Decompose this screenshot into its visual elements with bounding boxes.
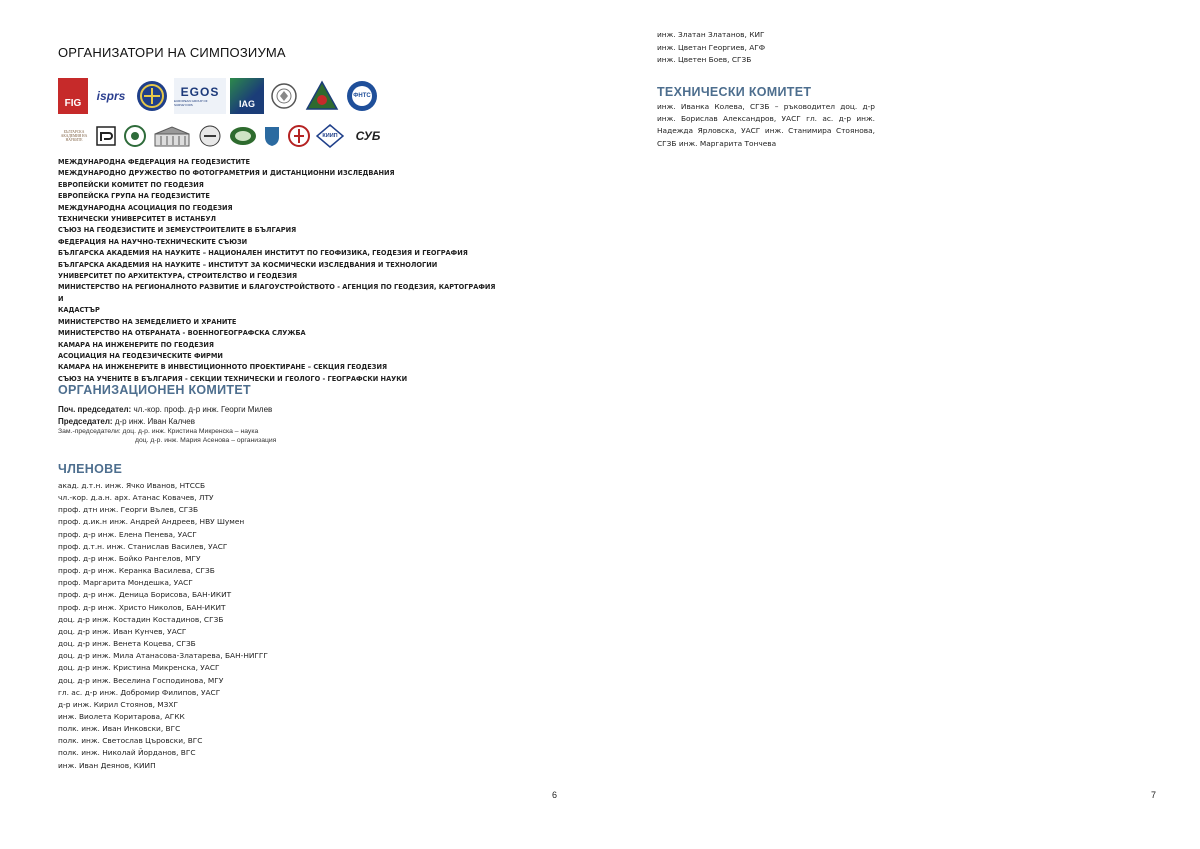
chair-value: д-р инж. Иван Калчев: [112, 416, 195, 426]
organizers-title: ОРГАНИЗАТОРИ НА СИМПОЗИУМА: [58, 45, 286, 60]
org-committee-block: [58, 404, 378, 445]
member-item: проф. дтн инж. Георги Вълев, СГЗБ: [58, 505, 199, 515]
itu-logo: [268, 78, 300, 114]
organizer-item: МИНИСТЕРСТВО НА РЕГИОНАЛНОТО РАЗВИТИЕ И БЛАГОУСТРОЙСТВОТО - АГЕНЦИЯ ПО ГЕОДЕЗИЯ, КАРТОГРАФИЯ И: [58, 283, 496, 303]
isprs-logo: [92, 78, 130, 114]
organizer-item: СЪЮЗ НА ГЕОДЕЗИСТИТЕ И ЗЕМЕУСТРОИТЕЛИТЕ В БЪЛГАРИЯ: [58, 226, 297, 235]
egos-logo-subtext: EUROPEAN GROUP OF SURVEYORS: [174, 99, 208, 107]
eccg-logo: [134, 78, 170, 114]
member-item: инж. Иван Деянов, КИИП: [58, 760, 156, 770]
fnts-logo-text: ФНТС: [353, 93, 371, 99]
tech-committee-text: инж. Иванка Колева, СГЗБ – ръководител доц. д-р инж. Борислав Александров, УАСГ гл. ас. д-р инж. Надежда Ярловска, УАСГ инж. Станимира Стоянова, СГЗБ инж. Маргарита Тончева: [657, 102, 875, 148]
chair-label: Председател:: [58, 416, 113, 426]
fnts-logo: [344, 78, 380, 114]
member-item: полк. инж. Светослав Църовски, ВГС: [58, 736, 203, 746]
honorary-chair-value: чл.-кор. проф. д-р инж. Георги Милев: [131, 405, 273, 414]
member-item: проф. д-р инж. Елена Пенева, УАСГ: [58, 529, 197, 539]
kig-logo: [286, 124, 312, 148]
organizer-item: КАМАРА НА ИНЖЕНЕРИТЕ ПО ГЕОДЕЗИЯ: [58, 340, 214, 349]
organizer-item: СЪЮЗ НА УЧЕНИТЕ В БЪЛГАРИЯ - СЕКЦИИ ТЕХНИЧЕСКИ И ГЕОЛОГО - ГЕОГРАФСКИ НАУКИ: [58, 374, 408, 383]
ban-logo: [58, 124, 90, 148]
isprs-logo-text: isprs: [96, 89, 126, 103]
organizer-item: МЕЖДУНАРОДНА АСОЦИАЦИЯ ПО ГЕОДЕЗИЯ: [58, 203, 233, 212]
organizer-item: УНИВЕРСИТЕТ ПО АРХИТЕКТУРА, СТРОИТЕЛСТВО И ГЕОДЕЗИЯ: [58, 272, 298, 281]
organizer-item: ЕВРОПЕЙСКИ КОМИТЕТ ПО ГЕОДЕЗИЯ: [58, 180, 204, 189]
logo-row-1: [58, 78, 380, 114]
sub-logo: [348, 124, 388, 148]
member-item: инж. Виолета Коритарова, АГКК: [58, 711, 185, 721]
kiip-logo: [316, 124, 344, 148]
member-item: полк. инж. Николай Йорданов, ВГС: [58, 748, 196, 758]
mo-logo: [262, 124, 282, 148]
niggg-logo: [94, 124, 118, 148]
member-item: доц. д-р инж. Костадин Костадинов, СГЗБ: [58, 614, 224, 624]
organizer-item: БЪЛГАРСКА АКАДЕМИЯ НА НАУКИТЕ – ИНСТИТУТ ЗА КОСМИЧЕСКИ ИЗСЛЕДВАНИЯ И ТЕХНОЛОГИИ: [58, 260, 438, 269]
member-item: доц. д-р инж. Венета Коцева, СГЗБ: [58, 639, 196, 649]
ugzb-logo: [304, 78, 340, 114]
ban-logo-text: БЪЛГАРСКА АКАДЕМИЯ НА НАУКИТЕ: [60, 130, 88, 142]
honorary-chair-line: [58, 404, 378, 416]
mzh-logo: [228, 124, 258, 148]
member-item: проф. д-р инж. Бойко Рангелов, МГУ: [58, 553, 201, 563]
organizer-item: ЕВРОПЕЙСКА ГРУПА НА ГЕОДЕЗИСТИТЕ: [58, 192, 210, 201]
tech-committee-heading: ТЕХНИЧЕСКИ КОМИТЕТ: [657, 85, 812, 99]
organizer-item: КАМАРА НА ИНЖЕНЕРИТЕ В ИНВЕСТИЦИОННОТО ПРОЕКТИРАНЕ – СЕКЦИЯ ГЕОДЕЗИЯ: [58, 363, 388, 372]
iag-logo-text: IAG: [238, 99, 255, 109]
member-item: чл.-кор. д.а.н. арх. Атанас Ковачев, ЛТУ: [58, 493, 214, 503]
member-item: инж. Цветан Георгиев, АГФ: [657, 42, 766, 52]
kiip-logo-text: КИИП: [322, 133, 338, 139]
egos-logo-text: EGOS: [180, 85, 220, 99]
member-item: гл. ас. д-р инж. Добромир Филипов, УАСГ: [58, 687, 221, 697]
members-list: [58, 480, 358, 772]
organizer-item: АСОЦИАЦИЯ НА ГЕОДЕЗИЧЕСКИТЕ ФИРМИ: [58, 351, 223, 360]
member-item: полк. инж. Иван Инковски, ВГС: [58, 724, 181, 734]
page-number-left: 6: [552, 790, 558, 800]
member-item: проф. д-р инж. Керанка Василева, СГЗБ: [58, 566, 215, 576]
member-item: доц. д-р инж. Мила Атанасова-Златарева, БАН-НИГГГ: [58, 651, 268, 661]
member-item: проф. д-р инж. Христо Николов, БАН-ИКИТ: [58, 602, 226, 612]
organizer-item: ФЕДЕРАЦИЯ НА НАУЧНО-ТЕХНИЧЕСКИТЕ СЪЮЗИ: [58, 237, 248, 246]
organizer-item: МЕЖДУНАРОДНА ФЕДЕРАЦИЯ НА ГЕОДЕЗИСТИТЕ: [58, 158, 250, 166]
member-item: д-р инж. Кирил Стоянов, МЗХГ: [58, 699, 178, 709]
vice-chairs-line-2: доц. д-р. инж. Мария Асенова – организация: [135, 437, 277, 444]
org-committee-heading: ОРГАНИЗАЦИОНЕН КОМИТЕТ: [58, 383, 251, 397]
member-item: проф. д.ик.н инж. Андрей Андреев, НВУ Шумен: [58, 517, 245, 527]
member-item: доц. д-р инж. Иван Кунчев, УАСГ: [58, 626, 187, 636]
fig-logo-text: FIG: [64, 97, 82, 109]
vice-chairs-line-1: Зам.-председатели: доц. д-р. инж. Кристина Микренска – наука: [58, 428, 259, 435]
members-continued-list: [657, 29, 897, 67]
member-item: акад. д.т.н. инж. Ячко Иванов, НТССБ: [58, 481, 206, 490]
member-item: проф. Маргарита Мондешка, УАСГ: [58, 578, 193, 588]
mrrb-logo: [196, 124, 224, 148]
member-item: проф. д-р инж. Деница Борисова, БАН-ИКИТ: [58, 590, 232, 600]
fig-logo: [58, 78, 88, 114]
member-item: доц. д-р инж. Веселина Господинова, МГУ: [58, 675, 224, 685]
egos-logo: [174, 78, 226, 114]
logo-row-2: [58, 124, 388, 148]
member-item: проф. д.т.н. инж. Станислав Василев, УАСГ: [58, 541, 228, 551]
member-item: доц. д-р инж. Кристина Микренска, УАСГ: [58, 663, 220, 673]
honorary-chair-label: Поч. председател:: [58, 405, 132, 414]
organizer-item: МЕЖДУНАРОДНО ДРУЖЕСТВО ПО ФОТОГРАМЕТРИЯ И ДИСТАНЦИОННИ ИЗСЛЕДВАНИЯ: [58, 169, 395, 178]
organizer-item: КАДАСТЪР: [58, 306, 100, 315]
organizer-item: ТЕХНИЧЕСКИ УНИВЕРСИТЕТ В ИСТАНБУЛ: [58, 215, 217, 224]
members-heading: ЧЛЕНОВЕ: [58, 462, 123, 476]
organizer-item: МИНИСТЕРСТВО НА ОТБРАНАТА - ВОЕННОГЕОГРАФСКА СЛУЖБА: [58, 329, 306, 338]
organizers-list: [58, 157, 498, 385]
page-number-right: 7: [1151, 790, 1157, 800]
member-item: инж. Златан Златанов, КИГ: [657, 30, 765, 39]
uasg-logo: [152, 124, 192, 148]
iag-logo: [230, 78, 264, 114]
organizer-item: МИНИСТЕРСТВО НА ЗЕМЕДЕЛИЕТО И ХРАНИТЕ: [58, 317, 237, 326]
chair-line: [58, 416, 378, 428]
organizer-item: БЪЛГАРСКА АКАДЕМИЯ НА НАУКИТЕ – НАЦИОНАЛЕН ИНСТИТУТ ПО ГЕОФИЗИКА, ГЕОДЕЗИЯ И ГЕОГРАФИЯ: [58, 249, 468, 258]
ikit-logo: [122, 124, 148, 148]
member-item: инж. Цветен Боев, СГЗБ: [657, 55, 752, 64]
sub-logo-text: СУБ: [355, 129, 381, 143]
